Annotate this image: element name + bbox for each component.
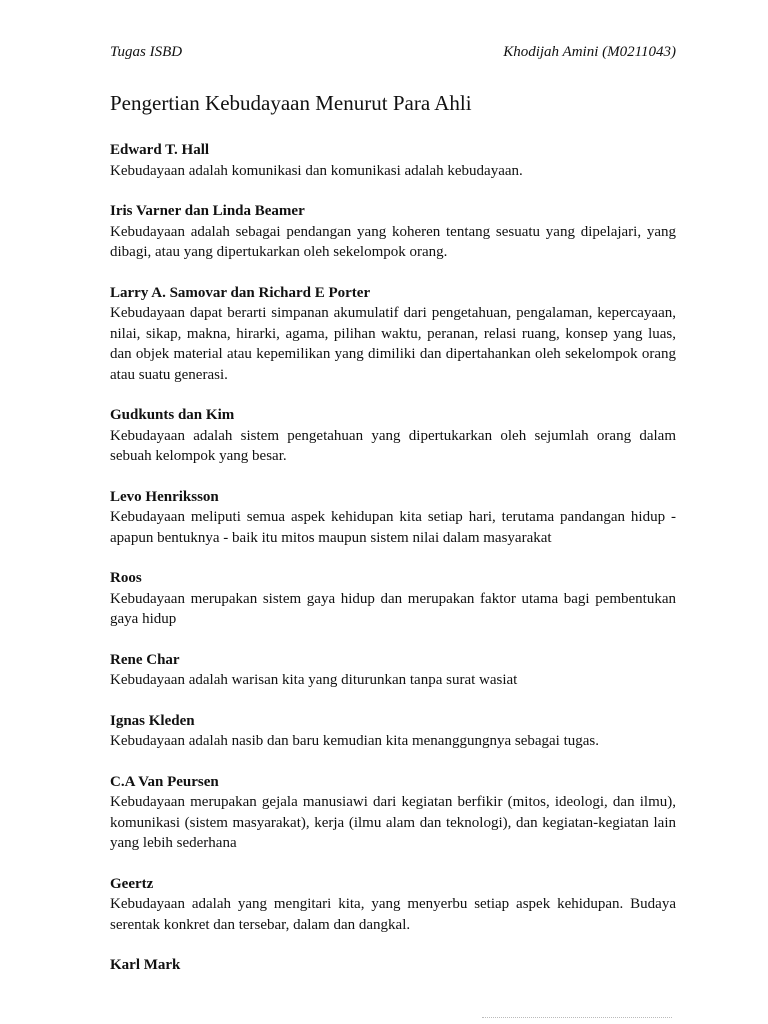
definition-entry	[110, 568, 676, 630]
expert-name: Geertz	[110, 875, 154, 892]
definition-entry	[110, 405, 676, 467]
definition-entry	[110, 650, 676, 691]
expert-name: Roos	[110, 570, 142, 586]
expert-name: Iris Varner dan Linda Beamer	[110, 203, 305, 219]
definition-entry	[110, 772, 676, 854]
definition-entry	[110, 874, 676, 936]
definition-entry	[110, 487, 676, 549]
definition-entry	[110, 283, 676, 386]
expert-name: Gudkunts dan Kim	[110, 407, 235, 423]
expert-name: Ignas Kleden	[110, 712, 195, 729]
page-footer-fragment	[482, 1017, 672, 1022]
definitions-list	[110, 140, 676, 996]
definition-text: Kebudayaan adalah komunikasi dan komunikasi adalah kebudayaan.	[110, 162, 523, 179]
definition-text: Kebudayaan adalah yang mengitari kita, yang menyerbu setiap aspek kehidupan. Budaya serentak konkret dan tersebar, dalam dan dangkal.	[110, 896, 676, 933]
definition-text: Kebudayaan meliputi semua aspek kehidupan kita setiap hari, terutama pandangan hidup - apapun bentuknya - baik itu mitos maupun sistem nilai dalam masyarakat	[110, 509, 676, 546]
expert-name: Rene Char	[110, 651, 180, 668]
definition-entry	[110, 955, 676, 976]
expert-name: Karl Mark	[110, 957, 181, 973]
expert-name: Levo Henriksson	[110, 488, 219, 505]
definition-entry	[110, 711, 676, 752]
definition-text: Kebudayaan dapat berarti simpanan akumulatif dari pengetahuan, pengalaman, kepercayaan, nilai, sikap, makna, hirarki, agama, pilihan waktu, peranan, relasi ruang, konsep yang luas, dan objek material atau kepemilikan yang dimiliki dan dipertahankan oleh sekelompok orang atau suatu generasi.	[110, 305, 676, 383]
header-left: Tugas ISBD	[110, 44, 183, 60]
definition-text: Kebudayaan adalah sistem pengetahuan yang dipertukarkan oleh sejumlah orang dalam sebuah kelompok yang besar.	[110, 427, 676, 464]
definition-text: Kebudayaan adalah nasib dan baru kemudian kita menanggungnya sebagai tugas.	[110, 733, 600, 749]
expert-name: C.A Van Peursen	[110, 773, 219, 790]
page-title: Pengertian Kebudayaan Menurut Para Ahli	[110, 91, 472, 115]
definition-text: Kebudayaan adalah sebagai pendangan yang koheren tentang sesuatu yang dipelajari, yang dibagi, atau yang dipertukarkan oleh sekelompok orang.	[110, 223, 676, 260]
page-header	[110, 44, 676, 61]
expert-name: Edward T. Hall	[110, 142, 210, 158]
definition-text: Kebudayaan merupakan gejala manusiawi dari kegiatan berfikir (mitos, ideologi, dan ilmu), komunikasi (sistem masyarakat), kerja (ilmu alam dan teknologi), dan kegiatan-kegiatan lain yang lebih sederhana	[110, 794, 676, 851]
definition-entry	[110, 201, 676, 263]
definition-text: Kebudayaan merupakan sistem gaya hidup dan merupakan faktor utama bagi pembentukan gaya hidup	[110, 590, 676, 627]
definition-entry	[110, 140, 676, 181]
expert-name: Larry A. Samovar dan Richard E Porter	[110, 284, 371, 301]
header-right: Khodijah Amini (M0211043)	[503, 44, 676, 60]
definition-text: Kebudayaan adalah warisan kita yang diturunkan tanpa surat wasiat	[110, 672, 518, 688]
